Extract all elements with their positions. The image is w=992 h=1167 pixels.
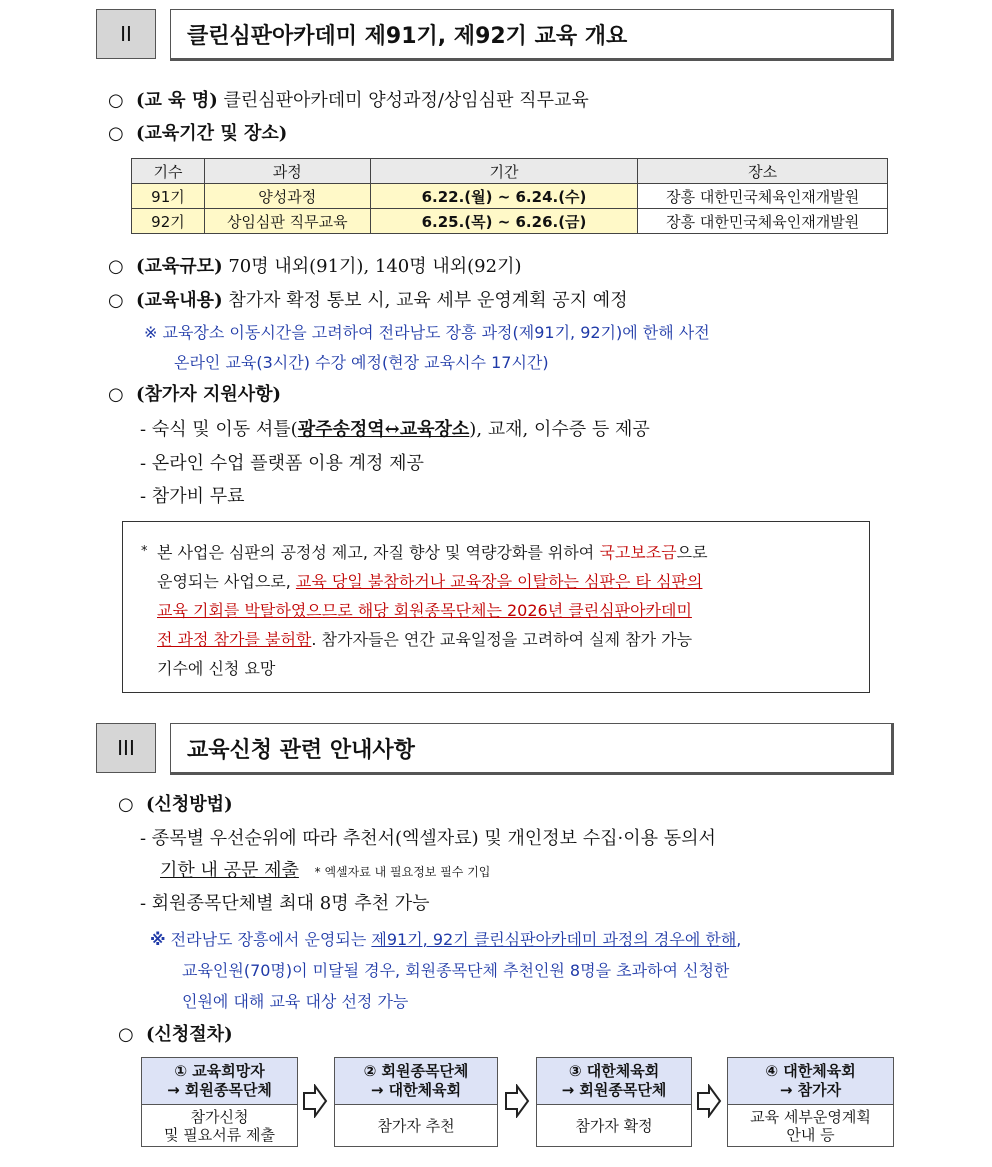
right-arrow-icon <box>696 1084 722 1118</box>
notice-line-3: 교육 기회를 박탈하였으므로 해당 회원종목단체는 2026년 클린심판아카데미 <box>157 601 692 620</box>
notice-mark: * <box>141 544 148 559</box>
procedure-label: (신청절차) <box>146 1024 233 1045</box>
procedure-step-3: ③ 대한체육회 → 회원종목단체 참가자 확정 <box>536 1057 692 1149</box>
scale-line: ○ (교육규모) 70명 내외(91기), 140명 내외(92기) <box>108 256 522 277</box>
table-header-cell: 장소 <box>638 159 888 184</box>
table-cell-period: 6.25.(목) ~ 6.26.(금) <box>370 209 638 234</box>
period-place-line: ○ (교육기간 및 장소) <box>108 123 288 144</box>
content-note-line-1: ※ 교육장소 이동시간을 고려하여 전라남도 장흥 과정(제91기, 92기)에 한해 사전 <box>144 323 710 342</box>
right-arrow-icon <box>302 1084 328 1118</box>
table-cell-cohort: 92기 <box>132 209 205 234</box>
content-label: (교육내용) <box>136 290 223 311</box>
table-header-cell: 과정 <box>204 159 370 184</box>
method-item-1-note: * 엑셀자료 내 필요정보 필수 기입 <box>314 865 491 879</box>
table-cell-cohort: 91기 <box>132 184 205 209</box>
section-title: 교육신청 관련 안내사항 <box>170 723 894 775</box>
procedure-line: ○ (신청절차) <box>118 1024 233 1045</box>
method-label: (신청방법) <box>146 794 233 815</box>
course-name-value: 클린심판아카데미 양성과정/상임심판 직무교육 <box>223 90 589 111</box>
table-header-cell: 기수 <box>132 159 205 184</box>
method-item-1-line-2: 기한 내 공문 제출 * 엑셀자료 내 필요정보 필수 기입 <box>160 860 491 881</box>
procedure-step-4: ④ 대한체육회 → 참가자 교육 세부운영계획 안내 등 <box>727 1057 894 1149</box>
period-place-label: (교육기간 및 장소) <box>136 123 288 144</box>
method-note-line-3: 인원에 대해 교육 대상 선정 가능 <box>182 992 409 1011</box>
note-mark: ※ <box>144 323 158 342</box>
method-note-line-1: ※ 전라남도 장흥에서 운영되는 제91기, 92기 클린심판아카데미 과정의 경우에 한해, <box>150 930 742 949</box>
support-item-2: - 온라인 수업 플랫폼 이용 계정 제공 <box>140 453 424 474</box>
method-line: ○ (신청방법) <box>118 794 233 815</box>
section-2-header <box>96 9 894 63</box>
method-item-1-line-1: - 종목별 우선순위에 따라 추천서(엑셀자료) 및 개인정보 수집·이용 동의서 <box>140 828 716 849</box>
course-name-line: ○ (교 육 명) 클린심판아카데미 양성과정/상임심판 직무교육 <box>108 90 589 111</box>
procedure-step-2: ② 회원종목단체 → 대한체육회 참가자 추천 <box>334 1057 498 1149</box>
schedule-table <box>131 158 888 234</box>
note-mark: ※ <box>150 930 166 949</box>
method-item-2: - 회원종목단체별 최대 8명 추천 가능 <box>140 893 430 914</box>
support-line: ○ (참가자 지원사항) <box>108 384 282 405</box>
scale-value: 70명 내외(91기), 140명 내외(92기) <box>228 256 522 277</box>
table-cell-period: 6.22.(월) ~ 6.24.(수) <box>370 184 638 209</box>
table-cell-place: 장흥 대한민국체육인재개발원 <box>638 184 888 209</box>
table-header-row <box>132 159 888 184</box>
section-3-header <box>96 723 894 777</box>
procedure-step-1: ① 교육희망자 → 회원종목단체 참가신청 및 필요서류 제출 <box>141 1057 298 1149</box>
table-cell-course: 상임심판 직무교육 <box>204 209 370 234</box>
support-item-1: - 숙식 및 이동 셔틀(광주송정역↔교육장소), 교재, 이수증 등 제공 <box>140 419 650 440</box>
section-number: III <box>96 723 156 773</box>
right-arrow-icon <box>504 1084 530 1118</box>
content-value: 참가자 확정 통보 시, 교육 세부 운영계획 공지 예정 <box>228 290 628 311</box>
support-item-3: - 참가비 무료 <box>140 486 245 507</box>
table-row <box>132 209 888 234</box>
shuttle-route: 광주송정역↔교육장소 <box>297 419 470 440</box>
method-note-line-2: 교육인원(70명)이 미달될 경우, 회원종목단체 추천인원 8명을 초과하여 신청한 <box>182 961 730 980</box>
content-line: ○ (교육내용) 참가자 확정 통보 시, 교육 세부 운영계획 공지 예정 <box>108 290 628 311</box>
course-name-label: (교 육 명) <box>136 90 218 111</box>
notice-line-2: 운영되는 사업으로, 교육 당일 불참하거나 교육장을 이탈하는 심판은 타 심판의 <box>157 572 703 591</box>
section-number: II <box>96 9 156 59</box>
table-cell-course: 양성과정 <box>204 184 370 209</box>
notice-line-1: 본 사업은 심판의 공정성 제고, 자질 향상 및 역량강화를 위하여 국고보조금으로 <box>157 543 708 562</box>
content-note-line-2: 온라인 교육(3시간) 수강 예정(현장 교육시수 17시간) <box>174 353 549 372</box>
table-header-cell: 기간 <box>370 159 638 184</box>
table-row <box>132 184 888 209</box>
notice-line-5: 기수에 신청 요망 <box>157 659 276 678</box>
section-title: 클린심판아카데미 제91기, 제92기 교육 개요 <box>170 9 894 61</box>
support-label: (참가자 지원사항) <box>136 384 282 405</box>
scale-label: (교육규모) <box>136 256 223 277</box>
notice-line-4: 전 과정 참가를 불허함. 참가자들은 연간 교육일정을 고려하여 실제 참가 가능 <box>157 630 693 649</box>
table-cell-place: 장흥 대한민국체육인재개발원 <box>638 209 888 234</box>
notice-box <box>122 521 870 693</box>
